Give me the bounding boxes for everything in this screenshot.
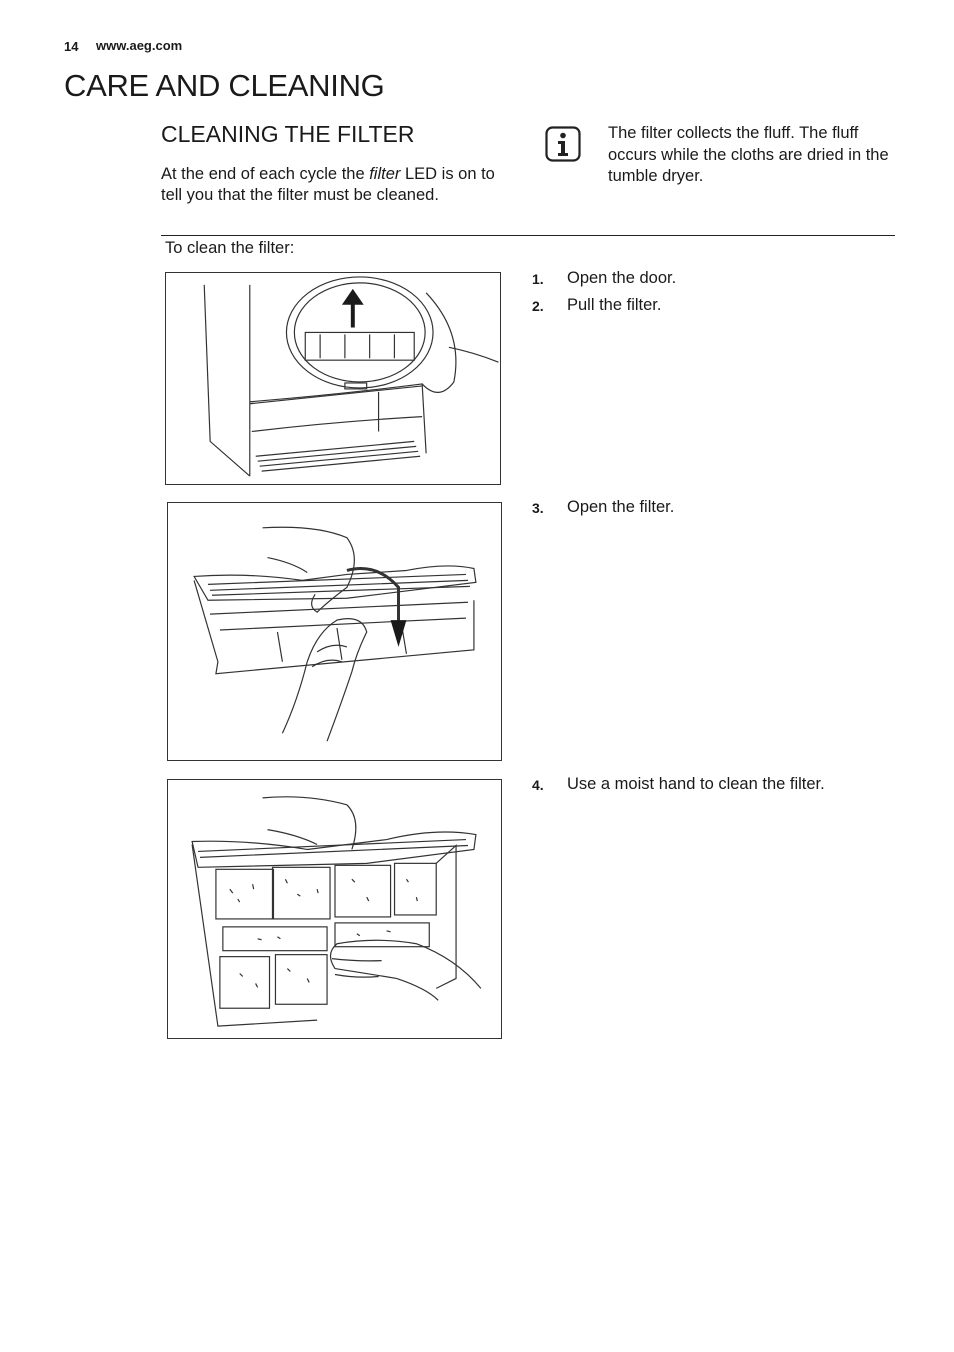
step-number: 1.	[532, 271, 544, 287]
section-divider	[161, 235, 895, 236]
step-text: Open the door.	[567, 269, 677, 287]
website-link[interactable]: www.aeg.com	[96, 38, 183, 53]
subsection-title: CLEANING THE FILTER	[161, 121, 415, 147]
illustration-pull-filter	[165, 272, 501, 485]
intro-emphasis: filter	[369, 165, 401, 183]
page-number: 14	[64, 39, 79, 54]
intro-paragraph	[161, 164, 506, 206]
illustration-open-filter	[167, 502, 502, 761]
step-3	[532, 498, 674, 517]
clean-intro-text: To clean the filter:	[165, 239, 295, 257]
info-note-text: The filter collects the fluff. The fluff occurs while the cloths are dried in the tumble dryer.	[608, 124, 889, 185]
section-title: CARE AND CLEANING	[64, 68, 385, 103]
info-icon	[545, 126, 581, 162]
step-2	[532, 296, 661, 315]
step-1	[532, 269, 676, 288]
intro-after: LED is on to tell you that the filter must be cleaned.	[161, 165, 495, 204]
illustration-clean-filter	[167, 779, 502, 1039]
step-4	[532, 775, 825, 794]
step-number: 3.	[532, 500, 544, 516]
step-number: 2.	[532, 298, 544, 314]
step-number: 4.	[532, 777, 544, 793]
step-text: Use a moist hand to clean the filter.	[567, 775, 825, 793]
step-text: Pull the filter.	[567, 296, 662, 314]
intro-before: At the end of each cycle the	[161, 165, 370, 183]
step-text: Open the filter.	[567, 498, 675, 516]
